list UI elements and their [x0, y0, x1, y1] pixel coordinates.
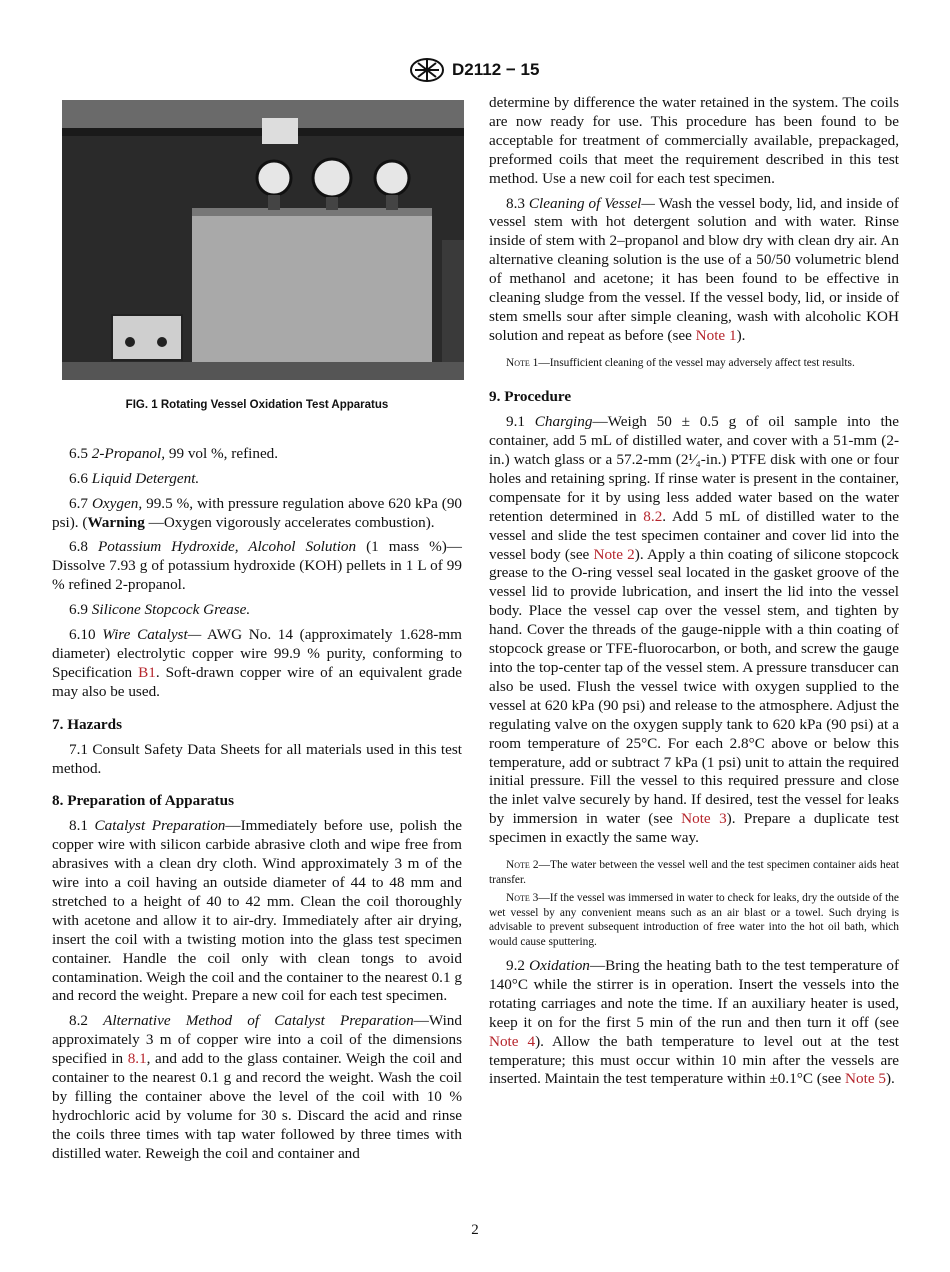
note-2-link[interactable]: Note 2	[593, 545, 635, 563]
section-6-10: 6.10 Wire Catalyst— AWG No. 14 (approximately 1.628-mm diameter) electrolytic copper wire 99.9 % purity, conforming to Specification B1. Soft-drawn copper wire of an equivalent grade may also be used.	[52, 626, 462, 700]
note-1: Note 1—Insufficient cleaning of the vessel may adversely affect test results.	[506, 356, 855, 369]
page-number: 2	[471, 1222, 479, 1238]
note-5-link[interactable]: Note 5	[845, 1070, 886, 1088]
heading-preparation: 8. Preparation of Apparatus	[52, 792, 234, 810]
note-2: Note 2—The water between the vessel well and the test specimen container aids heat transfer.	[489, 859, 899, 886]
section-8-3: 8.3 Cleaning of Vessel— Wash the vessel body, lid, and inside of vessel stem with hot detergent solution and with water. Rinse inside of stem with 2–propanol and blow dry with clean dry air. An alternative cleaning solution is the use of a 50/50 volumetric blend of methanol and acetone; it has been found to be effective in cleaning sludge from the vessel. If the vessel body, lid, or inside of stem smells sour after simple cleaning, wash with alcoholic KOH solution and repeat as before (see Note 1).	[489, 194, 899, 344]
note-3-link[interactable]: Note 3	[681, 810, 727, 828]
section-6-9: 6.9 Silicone Stopcock Grease.	[69, 601, 251, 619]
page-header	[0, 57, 950, 83]
section-8-2: 8.2 Alternative Method of Catalyst Preparation—Wind approximately 3 m of copper wire into a coil of the dimensions specified in 8.1, and add to the glass container. Weigh the coil and container to the nearest 0.1 g and record the weight. Wash the coil by filling the container above the level of the coil with 10 % hydrochloric acid by volume for 30 s. Discard the acid and rinse the coils three times with tap water followed by three times with distilled water. Reweigh the coil and container and	[52, 1012, 462, 1162]
section-9-2: 9.2 Oxidation—Bring the heating bath to the test temperature of 140°C while the stirrer is in operation. Insert the vessels into the rotating carriages and note the time. If an auxiliary heater is used, keep it on for the first 5 min of the run and then turn it off (see Note 4). Allow the bath temperature to level out at the test temperature; this must occur within 10 min after the vessels are inserted. Maintain the test temperature within ±0.1°C (see Note 5).	[489, 957, 899, 1088]
figure-caption: FIG. 1 Rotating Vessel Oxidation Test Apparatus	[125, 398, 389, 411]
section-6-8: 6.8 Potassium Hydroxide, Alcohol Solution (1 mass %)— Dissolve 7.93 g of potassium hydroxide (KOH) pellets in 1 L of 99 % refined 2-propanol.	[52, 538, 462, 594]
section-9-1: 9.1 Charging—Weigh 50 ± 0.5 g of oil sample into the container, add 5 mL of distilled water, and cover with a 51-mm (2-in.) watch glass or a 57.2-mm (2¹⁄₄-in.) PTFE disk with one or four holes and retaining spring. If rinse water is present in the container, compensate for it by using less added water based on the water retention determined in 8.2. Add 5 mL of distilled water to the vessel and slide the test specimen container and cover lid into the vessel body (see Note 2). Apply a thin coating of silicone stopcock grease to the O-ring vessel seal located in the gasket groove of the vessel lid to provide lubrication, and insert the lid into the vessel body. Place the vessel cap over the vessel stem, and tighten by hand. Cover the threads of the gauge-nipple with a thin coating of stopcock grease or TFE-fluorocarbon, or both, and screw the gauge into the top-center tap of the vessel stem. A pressure transducer can also be used. Flush the vessel twice with oxygen supplied to the vessel at 620 kPa (90 psi) and release to the atmosphere. Adjust the regulating valve on the oxygen supply tank to 620 kPa (90 psi) at a room temperature of 25°C. For each 2.8°C above or below this temperature, add or subtract 7 kPa (1 psi) unit to attain the required initial pressure. Fill the vessel to this required pressure and close the inlet valve securely by hand. If desired, test the vessel for leaks by immersion in water (see Note 3). Prepare a duplicate test specimen in exactly the same way.	[489, 413, 900, 847]
document-designation: D2112 − 15	[452, 60, 540, 79]
heading-procedure: 9. Procedure	[489, 388, 572, 406]
apparatus-photo	[62, 100, 464, 380]
section-8-1-link[interactable]: 8.1	[127, 1050, 147, 1068]
note-3: Note 3—If the vessel was immersed in water to check for leaks, dry the outside of the wet vessel by any convenient means such as an air blast or a towel. Such drying is advisable to prevent subsequent introduction of free water into the hot oil bath, which would cause sputtering.	[489, 892, 899, 948]
section-6-7: 6.7 Oxygen, 99.5 %, with pressure regulation above 620 kPa (90 psi). (Warning —Oxygen vigorously accelerates combustion).	[52, 494, 463, 531]
section-6-6: 6.6 Liquid Detergent.	[69, 469, 200, 487]
left-column	[52, 100, 462, 1170]
section-8-2-link[interactable]: 8.2	[643, 507, 663, 525]
spec-b1-link[interactable]: B1	[138, 663, 156, 681]
section-8-2-continued: determine by difference the water retained in the system. The coils are now ready for use. This procedure has been found to be acceptable for treatment of commercially available, prepackaged, preformed coils that meet the requirement described in this test method. Use a new coil for each test specimen.	[489, 94, 899, 187]
note-1-link[interactable]: Note 1	[695, 326, 737, 344]
astm-logo-icon	[409, 57, 445, 83]
section-8-1: 8.1 Catalyst Preparation—Immediately before use, polish the copper wire with silicon carbide abrasive cloth and wipe free from abrasives with a clean dry cloth. Wind approximately 3 m of the wire into a coil having an outside diameter of 44 to 48 mm and stretched to a height of 40 to 42 mm. Clean the coil thoroughly with acetone and allow it to air-dry. Immediately after air drying, insert the coil with a twisting motion into the glass test specimen container. Handle the coil only with clean tongs to avoid contamination. Weigh the coil and the container to the nearest 0.1 g and record the weight. Prepare a new coil for each test specimen.	[52, 817, 463, 1005]
section-7-1: 7.1 Consult Safety Data Sheets for all materials used in this test method.	[52, 740, 462, 777]
section-6-5: 6.5 2-Propanol, 99 vol %, refined.	[69, 444, 279, 462]
right-column	[489, 94, 899, 1095]
heading-hazards: 7. Hazards	[52, 715, 123, 733]
note-4-link[interactable]: Note 4	[489, 1032, 536, 1050]
